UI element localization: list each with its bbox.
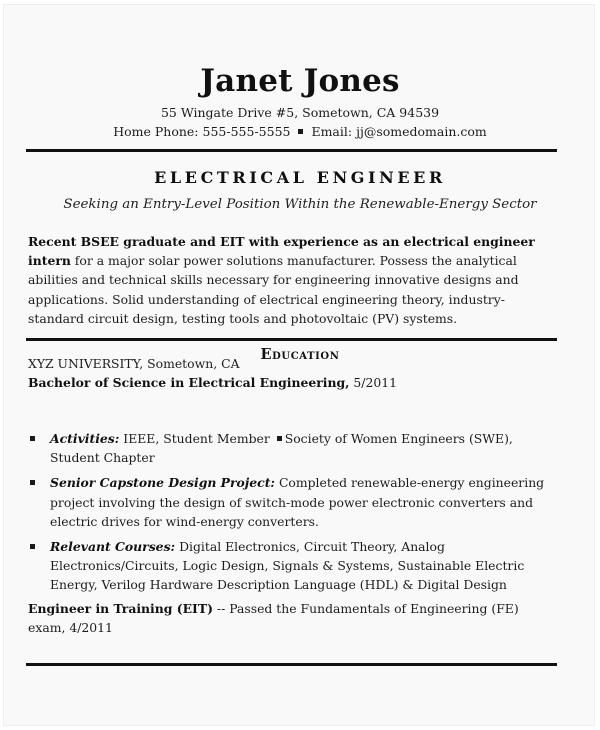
item-text: IEEE, Student Member <box>119 431 270 446</box>
address-line: 55 Wingate Drive #5, Sometown, CA 94539 <box>160 105 440 120</box>
objective-subtitle: Seeking an Entry-Level Position Within the Renewable-Energy Sector <box>63 197 537 212</box>
email-address: jj@somedomain.com <box>356 124 487 139</box>
list-item <box>28 537 548 595</box>
bullet-square-icon <box>30 436 35 441</box>
certification-title: Engineer in Training (EIT) <box>28 601 213 616</box>
school-name: XYZ UNIVERSITY, Sometown, CA <box>28 356 240 371</box>
summary-text: for a major solar power solutions manufacturer. Possess the analytical abilities and technical skills necessary for engineering innovative designs and applications. Solid understanding of electrical engineering theory, industry-standard circuit design, testing tools and photovoltaic (PV) systems. <box>28 253 519 326</box>
item-label: Relevant Courses: <box>50 539 176 555</box>
job-title: ELECTRICAL ENGINEER <box>154 168 446 187</box>
summary-paragraph <box>28 232 558 328</box>
degree-line <box>28 375 397 390</box>
email-label: Email: <box>311 124 353 139</box>
contact-line <box>0 124 600 139</box>
item-text: Digital Electronics, Circuit Theory, Analog Electronics/Circuits, Logic Design, Signals & Systems, Sustainable Electric Energy, Verilog Hardware Description Language (HDL) & Digital Design <box>50 539 525 593</box>
separator-square-icon <box>298 129 303 134</box>
item-text: Society of Women Engineers (SWE), Student Chapter <box>50 431 513 466</box>
section-heading-education: Education <box>260 346 340 363</box>
list-item <box>28 473 548 531</box>
item-text: Completed renewable-energy engineering project involving the design of switch-mode power electronic converters and electric drives for wind-energy converters. <box>50 475 545 529</box>
bullet-square-icon <box>30 480 35 485</box>
degree-date: 5/2011 <box>349 375 398 390</box>
separator-square-icon <box>277 436 282 441</box>
bullet-square-icon <box>30 544 35 549</box>
divider-rule <box>26 149 557 152</box>
item-label: Activities: <box>50 431 120 446</box>
certification-line <box>28 599 558 637</box>
divider-rule <box>26 338 557 341</box>
certification-text: -- Passed the Fundamentals of Engineering (FE) exam, 4/2011 <box>28 601 519 636</box>
phone-number: 555-555-5555 <box>202 124 291 139</box>
candidate-name: Janet Jones <box>200 63 400 99</box>
item-label: Senior Capstone Design Project: <box>50 475 275 491</box>
degree-name: Bachelor of Science in Electrical Engineering, <box>28 375 350 390</box>
education-details-list <box>28 429 548 601</box>
phone-label: Home Phone: <box>113 124 199 139</box>
divider-rule <box>26 663 557 666</box>
list-item <box>28 429 548 467</box>
summary-lead: Recent BSEE graduate and EIT with experience as an electrical engineer intern <box>28 234 535 269</box>
